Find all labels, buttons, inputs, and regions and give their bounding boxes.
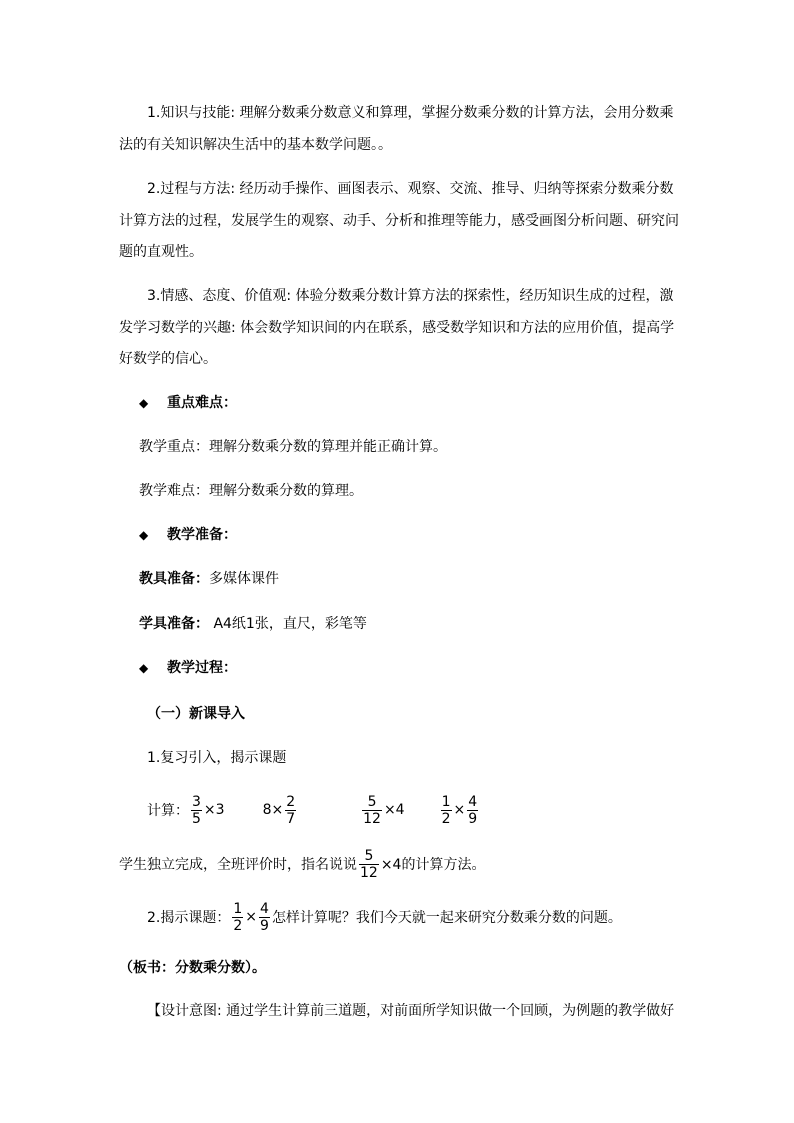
denominator: 7 — [286, 810, 296, 827]
numerator: 3 — [192, 793, 201, 810]
objective-2-line-1: 2.过程与方法: 经历动手操作、画图表示、观察、交流、推导、归纳等探索分数乘分数 — [147, 181, 674, 197]
denominator: 12 — [360, 864, 378, 881]
calculation-row — [147, 790, 480, 830]
objective-3-line-2: 发学习数学的兴趣: 体会数学知识间的内在联系，感受数学知识和方法的应用价值，提高学 — [119, 320, 675, 336]
numerator: 5 — [362, 794, 382, 811]
fraction — [467, 794, 478, 827]
teacher-preparation — [139, 569, 279, 589]
evaluation-row — [119, 844, 485, 884]
step-1-review: 1.复习引入，揭示课题 — [147, 750, 287, 766]
teacher-preparation-label: 教具准备： — [139, 571, 209, 587]
denominator: 2 — [233, 917, 243, 934]
bullet-diamond-icon: ◆ — [139, 661, 149, 675]
fraction — [359, 848, 379, 881]
teacher-preparation-value: 多媒体课件 — [209, 571, 279, 587]
objective-2-line-3: 题的直观性。 — [119, 244, 203, 260]
denominator: 2 — [441, 810, 451, 827]
evaluation-text-prefix: 学生独立完成，全班评价时，指名说说 — [119, 857, 357, 873]
times-sign: × — [453, 802, 466, 818]
fraction — [232, 901, 243, 934]
student-preparation-value: A4纸1张，直尺，彩笔等 — [209, 616, 367, 632]
fraction — [191, 794, 202, 827]
numerator: 4 — [468, 793, 478, 810]
expression-2-prefix: 8× — [262, 802, 284, 818]
board-note: （板书：分数乘分数）。 — [119, 960, 266, 976]
objective-1-line-2: 法的有关知识解决生活中的基本数学问题。。 — [119, 137, 392, 153]
objective-3-line-3: 好数学的信心。 — [119, 351, 217, 367]
denominator: 12 — [363, 810, 381, 827]
fraction — [285, 794, 296, 827]
bullet-diamond-icon: ◆ — [139, 528, 149, 542]
objective-1-line-1: 1.知识与技能: 理解分数乘分数意义和算理，掌握分数乘分数的计算方法，会用分数乘 — [147, 105, 674, 121]
numerator: 1 — [233, 900, 243, 917]
step-2-prefix: 2.揭示课题： — [147, 910, 231, 926]
student-preparation-label: 学具准备： — [139, 616, 209, 632]
objective-2-line-2: 计算方法的过程，发展学生的观察、动手、分析和推理等能力，感受画图分析问题、研究问 — [119, 213, 679, 229]
step-2-row — [147, 897, 622, 937]
preparation-heading: 教学准备： — [167, 527, 237, 543]
process-heading: 教学过程： — [167, 660, 237, 676]
times-sign: × — [245, 909, 258, 925]
denominator: 9 — [468, 810, 478, 827]
numerator: 5 — [359, 848, 379, 865]
numerator: 4 — [260, 900, 269, 917]
student-preparation — [139, 614, 367, 634]
objective-3-line-1: 3.情感、态度、价值观: 体验分数乘分数计算方法的探索性，经历知识生成的过程，激 — [147, 288, 674, 304]
denominator: 9 — [260, 917, 269, 934]
teaching-difficulty: 教学难点：理解分数乘分数的算理。 — [139, 483, 363, 499]
bullet-diamond-icon: ◆ — [139, 396, 149, 410]
fraction — [259, 901, 270, 934]
fraction — [441, 794, 452, 827]
expression-1-rest: ×3 — [203, 802, 225, 818]
calc-label: 计算： — [147, 803, 189, 819]
denominator: 5 — [192, 810, 201, 827]
section-new-lesson-intro: （一）新课导入 — [147, 706, 245, 722]
numerator: 2 — [286, 793, 296, 810]
expression-3-rest: ×4 — [383, 802, 405, 818]
step-2-suffix: 怎样计算呢？我们今天就一起来研究分数乘分数的问题。 — [271, 910, 622, 926]
teaching-focus: 教学重点：理解分数乘分数的算理并能正确计算。 — [139, 439, 447, 455]
key-points-heading: 重点难点： — [167, 395, 237, 411]
evaluation-text-suffix: ×4的计算方法。 — [380, 857, 486, 873]
design-intent: 【设计意图: 通过学生计算前三道题，对前面所学知识做一个回顾，为例题的教学做好 — [147, 1003, 675, 1019]
numerator: 1 — [441, 793, 451, 810]
fraction — [362, 794, 382, 827]
